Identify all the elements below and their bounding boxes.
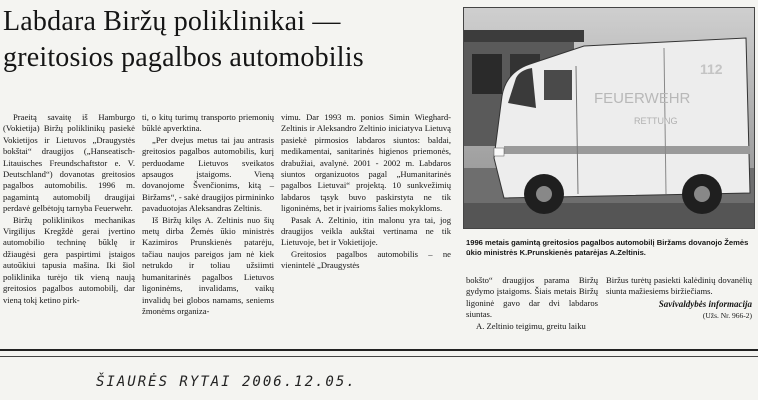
- paragraph: Pasak A. Zeltinio, itin malonu yra tai, jog draugijos veikla aukštai vertinama ne tik Lietuvoje, bet ir Vokietijoje.: [281, 214, 451, 248]
- ambulance-icon: [464, 8, 754, 228]
- paragraph: Iš Biržų kilęs A. Zeltinis nuo šių metų dirba Žemės ūkio ministrės Kazimiros Prunskienės patarėju, tačiau naujos pareigos jam nė kiek netrukdo ir toliau užsiimti humanitarinės pagalbos Lietuvos ligoninėms, invalidams, vaikų invalidų bei globos namams, seniems žmonėms organiza-: [142, 214, 274, 316]
- paragraph: vimu. Dar 1993 m. ponios Simin Wieghard-Zeltinis ir Aleksandro Zeltinio iniciatyva Lietuvą pasiekė pirmosios labdaros siuntos: baldai, medikamentai, sanitarinės higienos priemonės, drabužiai, avalynė. 2001 - 2002 m. Labdaros siuntos organizuotos pagal „Humanitarinės pagalbos Lietuvai“ projektą. 10 sunkvežimių labdaros tąsyk buvo paskirstyta ne tik ligoninėms, bet ir įvairioms šalies mokykloms.: [281, 112, 451, 214]
- paragraph: bokšto“ draugijos parama Biržų gydymo įstaigoms. Šiais metais Biržų ligoninė gavo dar dvi labdaros siuntas.: [466, 275, 598, 320]
- article-column-4: [606, 275, 752, 322]
- paragraph: Biržus turėtų pasiekti kalėdinių dovanėlių siunta mažiesiems biržiečiams.: [606, 275, 752, 297]
- article-column-1: [3, 112, 135, 306]
- paragraph: Praeitą savaitę iš Hamburgo (Vokietija) Biržų poliklinikų pasiekė Vokietijos ir Lietuvos „Draugystės bokštai“ draugijos („Hanseatisch-Litauisches Freundschaftstor e. V. Deutschland“) dovanotas greitosios pagalbos automobilis. 1996 m. pagamintą automobilį draugijai perdavė gelbėtojų tarnyba Feuerwehr.: [3, 112, 135, 214]
- vehicle-number: 112: [700, 61, 723, 77]
- paragraph: „Per dvejus metus tai jau antrasis greitosios pagalbos automobilis, kurį perduodame Lietuvos sveikatos apsaugos įstaigoms. Vieną dovanojome Švenčionims, kitą – Biržams“, - sakė draugijos pirmininko pavaduotojas Aleksandras Zeltinis.: [142, 134, 274, 214]
- order-number: (Užs. Nr. 966-2): [702, 311, 752, 321]
- vehicle-text: FEUERWEHR: [594, 90, 691, 107]
- author-credit: Savivaldybės informacija: [658, 298, 752, 309]
- article-column-3b: [466, 275, 598, 332]
- paragraph: A. Zeltinio teigimu, greitu laiku: [476, 320, 586, 331]
- handwritten-source-stamp: ŠIAURĖS RYTAI 2006.12.05.: [96, 374, 357, 390]
- paragraph: ti, o kitų turimų transporto priemonių būklė apverktina.: [142, 112, 274, 134]
- vehicle-subtext: RETTUNG: [634, 116, 678, 126]
- paragraph: Greitosios pagalbos automobilis – ne vienintelė „Draugystės: [281, 248, 451, 271]
- article-column-3: [281, 112, 451, 272]
- article-column-2: [142, 112, 274, 317]
- paragraph: Biržų poliklinikos mechanikas Virgilijus Kregždė gerai įvertino automobilio techninę būklę ir džiaugėsi gera paspirtimi įstaigos autoūkiui tapusia mašina. Iki šiol poliklinika turėjo tik vieną naują greitosios pagalbos automobilį, dar vieną tokį ketino pirk-: [3, 214, 135, 305]
- ambulance-photo: [463, 7, 755, 229]
- photo-caption: 1996 metais gamintą greitosios pagalbos automobilį Biržams dovanojo Žemės ūkio ministrės K.Prunskienės patarėjas A.Zeltinis.: [466, 238, 749, 257]
- article-headline: Labdara Biržų poliklinikai — greitosios pagalbos automobilis: [3, 6, 364, 73]
- divider: [0, 356, 758, 357]
- divider: [0, 349, 758, 351]
